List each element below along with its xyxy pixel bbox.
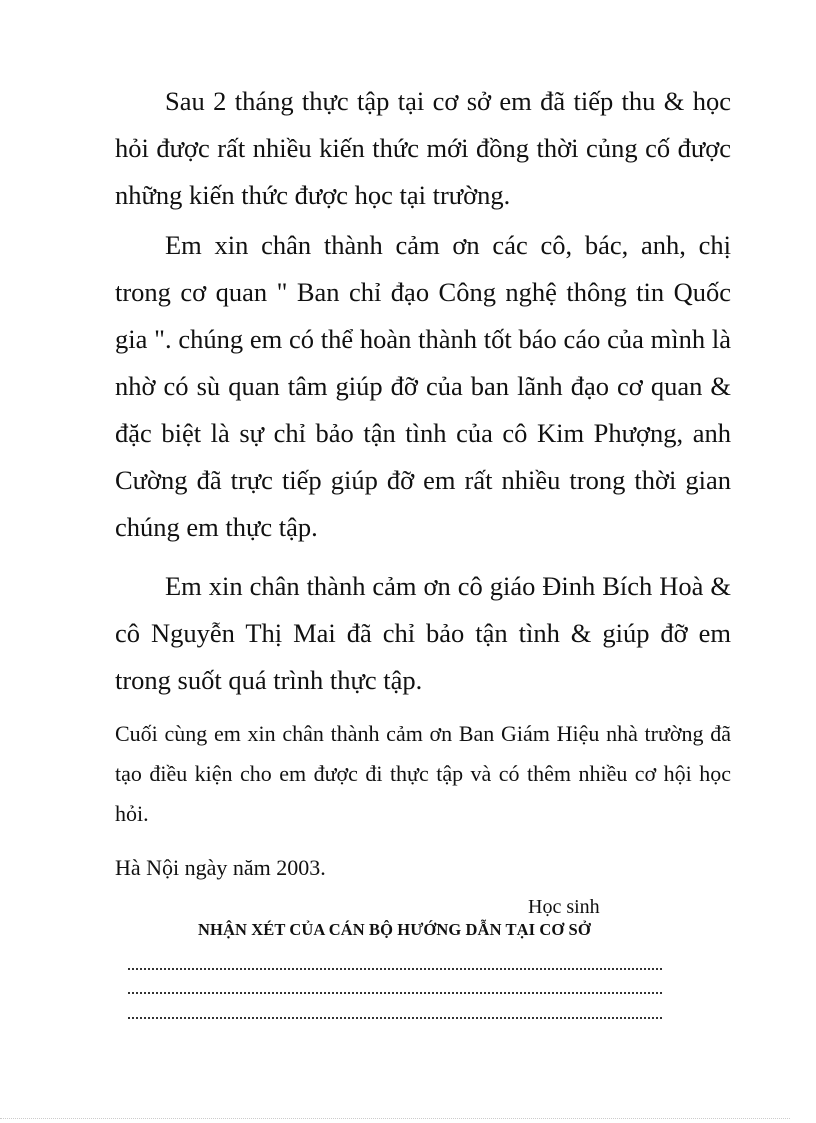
dotted-line [128,1013,662,1019]
dotted-line [128,988,662,994]
review-section-title: NHẬN XÉT CỦA CÁN BỘ HƯỚNG DẪN TẠI CƠ SỞ [198,920,591,939]
dotted-line [128,964,662,970]
signer-label: Học sinh [528,896,600,918]
paragraph-thanks-agency: Em xin chân thành cảm ơn các cô, bác, anh, chị trong cơ quan " Ban chỉ đạo Công nghệ thông tin Quốc gia ". chúng em có thể hoàn thành tốt báo cáo của mình là nhờ có sù quan tâm giúp đỡ của ban lãnh đạo cơ quan & đặc biệt là sự chỉ bảo tận tình của cô Kim Phượng, anh Cường đã trực tiếp giúp đỡ em rất nhiều trong thời gian chúng em thực tập. [115,230,731,542]
paragraph-internship-summary: Sau 2 tháng thực tập tại cơ sở em đã tiếp thu & học hỏi được rất nhiều kiến thức mới đồng thời củng cố được những kiến thức được học tại trường. [115,86,731,210]
date-line: Hà Nội ngày năm 2003. [115,855,326,880]
page-bottom-edge [0,1118,790,1119]
paragraph-thanks-teachers: Em xin chân thành cảm ơn cô giáo Đinh Bích Hoà & cô Nguyễn Thị Mai đã chỉ bảo tận tình & giúp đỡ em trong suốt quá trình thực tập. [115,571,731,695]
paragraph-thanks-school: Cuối cùng em xin chân thành cảm ơn Ban Giám Hiệu nhà trường đã tạo điều kiện cho em được đi thực tập và có thêm nhiều cơ hội học hỏi. [115,721,731,826]
